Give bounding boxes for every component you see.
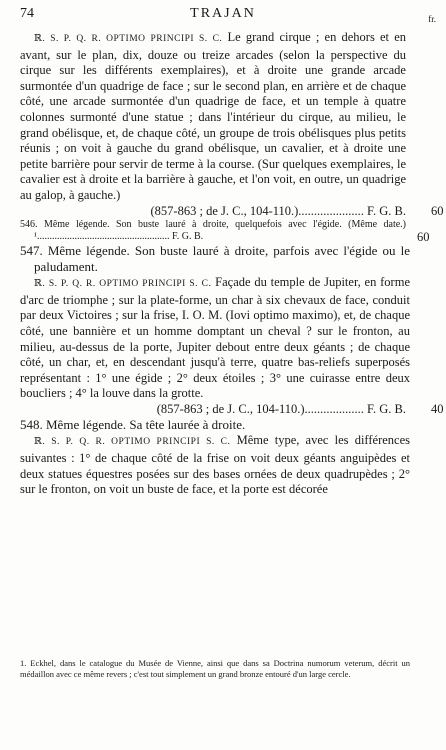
reverse-legend: ℝ. S. P. Q. R. OPTIMO PRINCIPI S. C. — [34, 279, 212, 290]
price: 40 — [431, 401, 444, 416]
page-body — [20, 30, 444, 498]
entry-546: 546. Même légende. Son buste lauré à droite, quelquefois avec l'égide. (Même date.) ¹..................................................... F. G. B. 60 — [20, 219, 430, 245]
entry-547 — [20, 243, 410, 275]
entry-545-reverse — [20, 30, 410, 204]
entry-547-ref — [20, 401, 444, 418]
running-title: TRAJAN — [190, 6, 256, 21]
entry-548 — [20, 417, 410, 433]
page-number: 74 — [20, 6, 34, 21]
entry-text: 546. Même légende. Son buste lauré à droite, quelquefois avec l'égide. (Même date.) ¹..................................................... F. G. B. — [20, 219, 406, 243]
entry-548-reverse — [20, 433, 410, 497]
entry-text: Façade du temple de Jupiter, en forme d'arc de triomphe ; sur la plate-forme, un char à six chevaux de face, conduit par deux Victoires ; sur la frise, I. O. M. (Iovi optimo maximo), et, de chaque côté, une bannière et un homme domptant un cheval ? sur le fronton, au milieu, au-dessus de la porte, Jupiter debout entre deux géants ; de chaque côté, un char, et, en descendant jusqu'à terre, quatre bas-reliefs superposés représentant : 1° une égide ; 2° deux étoiles ; 3° une cuirasse entre deux boucliers ; 4° la louve dans la grotte. — [20, 275, 410, 401]
reverse-legend: ℝ. S. P. Q. R. OPTIMO PRINCIPI S. C. — [34, 34, 223, 44]
entry-547-reverse — [20, 275, 410, 402]
entry-text: Même type, avec les différences suivantes : 1° de chaque côté de la frise on voit deux géants anguipèdes et deux statues équestres posées sur des bases ornées de deux quadrupèdes ; 2° sur le fronton, on voit un buste de face, et la porte est décorée — [20, 433, 411, 497]
price: 60 — [431, 203, 444, 218]
date-reference: (857-863 ; de J. C., 104-110.)................... F. G. B. — [156, 401, 406, 416]
entry-text: 548. Même légende. Sa tête laurée à droite. — [20, 417, 246, 433]
page-header — [0, 6, 446, 24]
footnote: 1. Eckhel, dans le catalogue du Musée de Vienne, ainsi que dans sa Doctrina numorum veterum, décrit un médaillon avec ce même revers ; c'est tout simplement un grand bronze entouré d'un large cercle. — [20, 658, 410, 679]
entry-545-ref — [20, 203, 444, 220]
entry-text: Le grand cirque ; en dehors et en avant, sur le plan, dix, douze ou treize arcades (selon la perspective du cirque sur les différents exemplaires), et à droite une grande arcade surmontée d'un quadrige de face ; sur le second plan, en arrière et de chaque côté, une arcade surmontée d'un quadrige de face, et un temple à quatre colonnes surmonté d'une statue ; dans l'intérieur du cirque, au milieu, le grand obélisque, et, de chaque côté, un groupe de trois obélisques plus petits réunis ; on voit à gauche du grand obélisque, un cavalier, et à droite une petite barrière pour servir de terme à la course. (Sur quelques exemplaires, le cavalier est à droite et la barrière à gauche, et l'on voit, en outre, un quadrige au galop, à gauche.) — [20, 30, 406, 202]
entry-text: 547. Même légende. Son buste lauré à droite, parfois avec l'égide ou le paludament. — [20, 243, 410, 275]
corner-mark: fr. — [428, 14, 436, 24]
reverse-legend: ℝ. S. P. Q. R. OPTIMO PRINCIPI S. C. — [34, 437, 231, 448]
date-reference: (857-863 ; de J. C., 104-110.)..................... F. G. B. — [150, 203, 406, 218]
